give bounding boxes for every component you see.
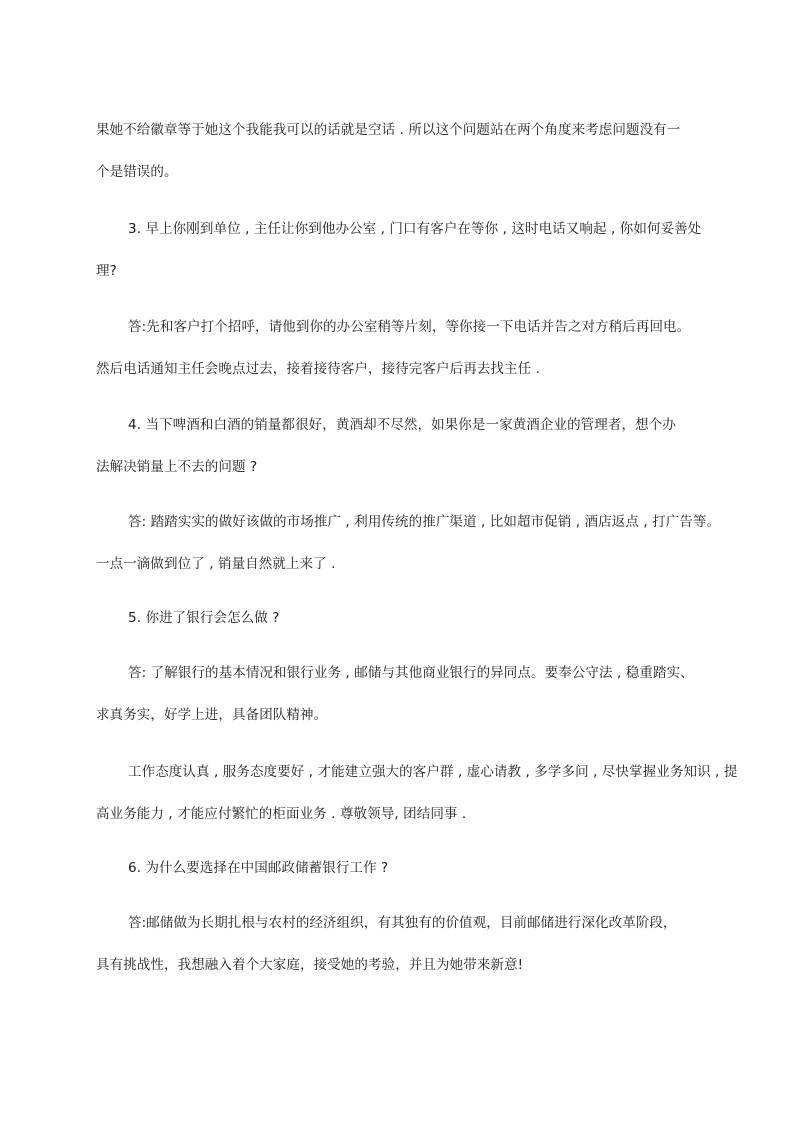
question-4-line: 法解决销量上不去的问题 ? [96,459,258,475]
answer-3-line: 然后电话通知主任会晚点过去，接着接待客户，接待完客户后再去找主任 . [96,361,540,377]
answer-6-line: 答:邮储做为长期扎根与农村的经济组织，有其独有的价值观，目前邮储进行深化改革阶段， [128,915,677,931]
question-6-line: 6. 为什么要选择在中国邮政储蓄银行工作 ? [128,860,389,876]
answer-6-line: 具有挑战性，我想融入着个大家庭，接受她的考验，并且为她带来新意! [96,957,524,973]
answer-5-line: 工作态度认真 , 服务态度要好 , 才能建立强大的客户群 , 虚心请教 , 多学多问 , 尽快掌握业务知识 , 提 [128,764,738,780]
answer-3-line: 答:先和客户打个招呼，请他到你的办公室稍等片刻，等你接一下电话并告之对方稍后再回电。 [128,319,691,335]
paragraph-line: 果她不给徽章等于她这个我能我可以的话就是空话 . 所以这个问题站在两个角度来考虑问题没有一 [96,122,681,138]
paragraph-line: 个是错误的。 [96,164,178,180]
question-5-line: 5. 你进了银行会怎么做 ? [128,610,280,626]
answer-5-line: 高业务能力 , 才能应付繁忙的柜面业务 . 尊敬领导, 团结同事 . [96,806,467,822]
answer-5-line: 答: 了解银行的基本情况和银行业务 , 邮储与其他商业银行的异同点。要奉公守法 , 稳重踏实、 [128,665,694,681]
answer-4-line: 一点一滴做到位了 , 销量自然就上来了 . [96,556,336,572]
answer-4-line: 答: 踏踏实实的做好该做的市场推广 , 利用传统的推广渠道 , 比如超市促销 , 酒店返点 , 打广告等。 [128,514,721,530]
question-3-line: 3. 早上你刚到单位 , 主任让你到他办公室 , 门口有客户在等你 , 这时电话又响起 , 你如何妥善处 [128,221,702,237]
question-4-line: 4. 当下啤酒和白酒的销量都很好，黄酒却不尽然，如果你是一家黄酒企业的管理者，想个办 [128,417,676,433]
question-3-line: 理? [96,263,117,279]
answer-5-line: 求真务实，好学上进，具备团队精神。 [96,707,328,723]
